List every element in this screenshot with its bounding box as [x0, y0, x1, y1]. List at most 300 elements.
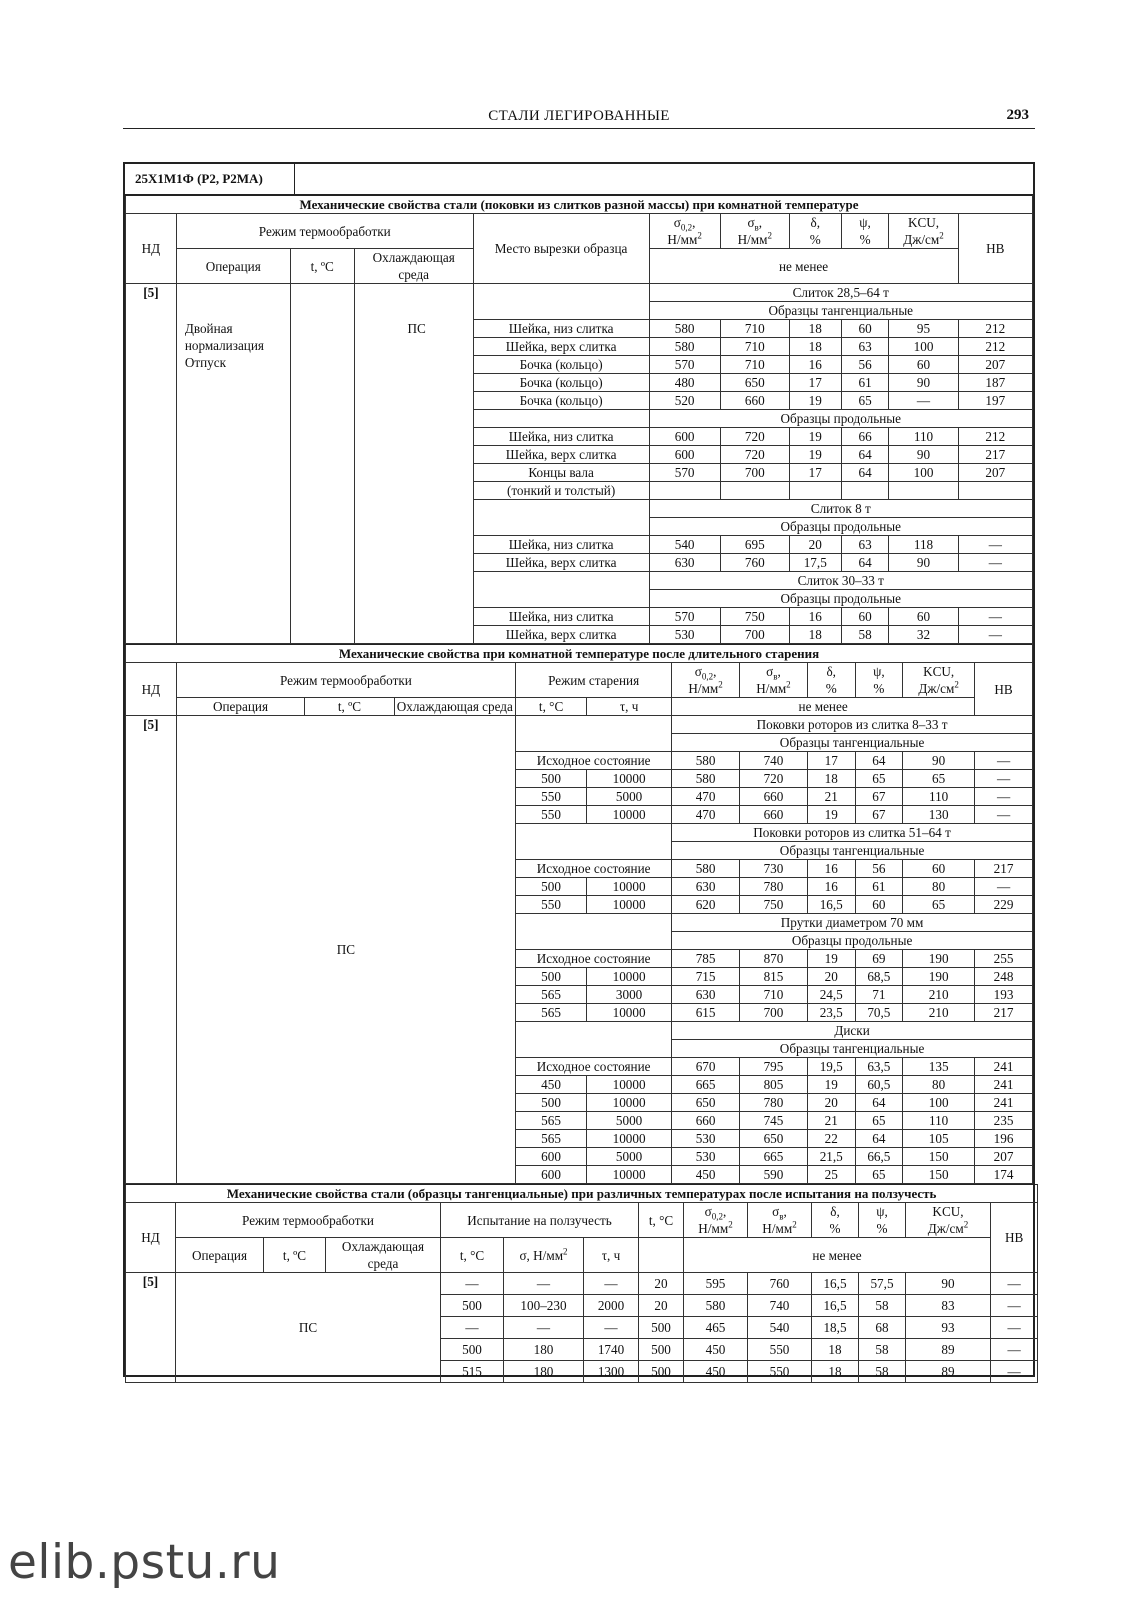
property-value: 67 [855, 806, 903, 824]
cutout-location: Бочка (кольцо) [473, 392, 649, 410]
property-value: 450 [672, 1166, 740, 1184]
property-value: 17 [789, 464, 841, 482]
ingot-title: Слиток 8 т [649, 500, 1032, 518]
property-value: 17,5 [789, 554, 841, 572]
property-value: 71 [855, 986, 903, 1004]
property-value: 100 [889, 338, 958, 356]
property-value: 740 [748, 1295, 812, 1317]
property-value: 580 [649, 320, 720, 338]
aging-temp: 600 [516, 1166, 587, 1184]
property-value: 190 [903, 950, 975, 968]
kcu-header: KCU, $Дж/см^2$ [889, 214, 958, 249]
creep-temp-header: t, °С [441, 1238, 504, 1273]
property-value: 16 [789, 356, 841, 374]
section-2-table [125, 644, 1033, 1184]
property-value: 60 [855, 896, 903, 914]
nd-header: НД [126, 1203, 176, 1273]
property-value: 19,5 [807, 1058, 855, 1076]
steel-grade: 25Х1М1Ф (Р2, Р2МА) [125, 164, 295, 194]
creep-value: 180 [504, 1361, 584, 1383]
property-value: 65 [855, 1112, 903, 1130]
creep-value: — [584, 1273, 639, 1295]
property-value: 550 [748, 1361, 812, 1383]
property-value: 90 [906, 1273, 991, 1295]
property-value: 212 [958, 320, 1032, 338]
ingot-title: Слиток 30–33 т [649, 572, 1032, 590]
cutout-location: Бочка (кольцо) [473, 356, 649, 374]
property-value: 16,5 [812, 1295, 859, 1317]
property-value: 110 [903, 788, 975, 806]
property-value: 570 [649, 608, 720, 626]
property-value: 620 [672, 896, 740, 914]
aging-time: 3000 [587, 986, 672, 1004]
property-value: — [975, 806, 1033, 824]
aging-time: 10000 [587, 1004, 672, 1022]
property-value: 58 [859, 1339, 906, 1361]
cutout-location: Бочка (кольцо) [473, 374, 649, 392]
creep-value: — [504, 1273, 584, 1295]
property-value: 470 [672, 806, 740, 824]
creep-time-header: τ, ч [584, 1238, 639, 1273]
property-value: 65 [855, 770, 903, 788]
aging-spacer [516, 1022, 672, 1058]
property-value: 700 [740, 1004, 808, 1022]
aging-time: 5000 [587, 788, 672, 806]
property-value: 540 [748, 1317, 812, 1339]
property-value: 670 [672, 1058, 740, 1076]
group-title: Поковки роторов из слитка 8–33 т [672, 716, 1033, 734]
property-value: 665 [740, 1148, 808, 1166]
property-value: 217 [958, 446, 1032, 464]
property-value: 18 [789, 626, 841, 644]
tensile-header: $\sigma_в$, $Н/мм^2$ [740, 663, 808, 698]
aging-temp: 500 [516, 968, 587, 986]
property-value: — [975, 752, 1033, 770]
min-label: не менее [672, 698, 975, 716]
aging-state: Исходное состояние [516, 860, 672, 878]
property-value: 196 [975, 1130, 1033, 1148]
aging-temp: 565 [516, 1004, 587, 1022]
operation-header: Операция [176, 698, 305, 716]
property-value: 89 [906, 1339, 991, 1361]
creep-value: 1740 [584, 1339, 639, 1361]
property-value: 64 [855, 1094, 903, 1112]
aging-mode-header: Режим старения [516, 663, 672, 698]
property-value: 63,5 [855, 1058, 903, 1076]
property-value: 600 [649, 428, 720, 446]
running-title: СТАЛИ ЛЕГИРОВАННЫЕ [488, 108, 670, 124]
property-value: 187 [958, 374, 1032, 392]
property-value: 20 [807, 1094, 855, 1112]
property-value: 60 [841, 320, 889, 338]
cooling-header: Охлаждающая среда [354, 249, 473, 284]
creep-stress-header: σ, $Н/мм^2$ [504, 1238, 584, 1273]
property-value: 530 [672, 1148, 740, 1166]
property-value: 695 [720, 536, 789, 554]
property-value: 90 [889, 374, 958, 392]
cutout-spacer [473, 410, 649, 428]
property-value: 207 [975, 1148, 1033, 1166]
property-value: 118 [889, 536, 958, 554]
property-value: 19 [807, 1076, 855, 1094]
property-value: 19 [807, 950, 855, 968]
cooling-cell: ПС [354, 284, 473, 644]
property-value: 174 [975, 1166, 1033, 1184]
cutout-location: Шейка, низ слитка [473, 320, 649, 338]
aging-time: 10000 [587, 878, 672, 896]
property-value: 32 [889, 626, 958, 644]
property-value: 23,5 [807, 1004, 855, 1022]
aging-spacer [516, 914, 672, 950]
property-value: 95 [889, 320, 958, 338]
property-value: 785 [672, 950, 740, 968]
property-value: — [991, 1339, 1038, 1361]
property-value: 69 [855, 950, 903, 968]
cutout-location: Шейка, верх слитка [473, 338, 649, 356]
property-value: 16 [807, 878, 855, 896]
aging-state: Исходное состояние [516, 950, 672, 968]
property-value: 21 [807, 788, 855, 806]
property-value: 465 [684, 1317, 748, 1339]
property-value: 730 [740, 860, 808, 878]
property-value: 870 [740, 950, 808, 968]
property-value: 60 [841, 608, 889, 626]
cutout-spacer [473, 284, 649, 320]
section-3-table [125, 1184, 1038, 1383]
aging-time: 10000 [587, 896, 672, 914]
cooling-header: Охлаждающая среда [326, 1238, 441, 1273]
yield-header: $\sigma_{0,2}$, $Н/мм^2$ [684, 1203, 748, 1238]
property-value: 130 [903, 806, 975, 824]
aging-spacer [516, 824, 672, 860]
property-value: 58 [841, 626, 889, 644]
property-value: 650 [672, 1094, 740, 1112]
temp-cell [290, 284, 354, 644]
property-value: 530 [672, 1130, 740, 1148]
property-value: 20 [639, 1273, 684, 1295]
property-value: 550 [748, 1339, 812, 1361]
property-value: 56 [855, 860, 903, 878]
aging-state: Исходное состояние [516, 1058, 672, 1076]
property-value: 58 [859, 1295, 906, 1317]
property-value: 64 [855, 752, 903, 770]
cutout-location: Концы вала [473, 464, 649, 482]
reduction-header: ψ, % [841, 214, 889, 249]
nd-header: НД [126, 663, 177, 716]
steel-data-frame [123, 162, 1035, 1377]
property-value: 65 [903, 896, 975, 914]
property-value: 241 [975, 1094, 1033, 1112]
property-value: 16 [807, 860, 855, 878]
property-value: 110 [903, 1112, 975, 1130]
property-value: 80 [903, 1076, 975, 1094]
property-value: 16 [789, 608, 841, 626]
property-value: 68,5 [855, 968, 903, 986]
property-value: 212 [958, 428, 1032, 446]
specimen-type: Образцы тангенциальные [672, 1040, 1033, 1058]
property-value: 90 [903, 752, 975, 770]
property-value: 760 [748, 1273, 812, 1295]
property-value: 580 [649, 338, 720, 356]
property-value: 21 [807, 1112, 855, 1130]
property-value [789, 482, 841, 500]
property-value: 100 [903, 1094, 975, 1112]
property-value: 740 [740, 752, 808, 770]
property-value: 64 [841, 446, 889, 464]
property-value: 540 [649, 536, 720, 554]
property-value: — [958, 626, 1032, 644]
property-value: 80 [903, 878, 975, 896]
creep-value: 180 [504, 1339, 584, 1361]
grade-bar [125, 164, 1033, 195]
heat-treatment-cell: ПС [176, 1273, 441, 1383]
cutout-location: Шейка, низ слитка [473, 536, 649, 554]
property-value: 650 [740, 1130, 808, 1148]
property-value: 210 [903, 986, 975, 1004]
property-value: 19 [789, 392, 841, 410]
property-value: 590 [740, 1166, 808, 1184]
property-value: 17 [807, 752, 855, 770]
property-value: 17 [789, 374, 841, 392]
property-value: 700 [720, 464, 789, 482]
aging-time: 10000 [587, 1094, 672, 1112]
property-value: 56 [841, 356, 889, 374]
property-value: 520 [649, 392, 720, 410]
group-title: Прутки диаметром 70 мм [672, 914, 1033, 932]
property-value: 110 [889, 428, 958, 446]
property-value: 660 [740, 788, 808, 806]
cutout-location: (тонкий и толстый) [473, 482, 649, 500]
property-value: 255 [975, 950, 1033, 968]
specimen-type: Образцы тангенциальные [649, 302, 1032, 320]
property-value: 63 [841, 536, 889, 554]
specimen-type: Образцы продольные [649, 590, 1032, 608]
property-value: 63 [841, 338, 889, 356]
property-value: 650 [720, 374, 789, 392]
elongation-header: δ, % [807, 663, 855, 698]
property-value: — [991, 1361, 1038, 1383]
property-value: 700 [720, 626, 789, 644]
operation-header: Операция [176, 249, 290, 284]
property-value: 217 [975, 1004, 1033, 1022]
property-value: — [958, 554, 1032, 572]
property-value: 64 [841, 464, 889, 482]
operation-cell: Двойная нормализация Отпуск [176, 284, 290, 644]
yield-header: $\sigma_{0,2}$, $Н/мм^2$ [672, 663, 740, 698]
property-value: 750 [720, 608, 789, 626]
property-value: 16,5 [807, 896, 855, 914]
property-value: 19 [789, 428, 841, 446]
property-value: 660 [740, 806, 808, 824]
property-value: 600 [649, 446, 720, 464]
property-value: 83 [906, 1295, 991, 1317]
group-title: Поковки роторов из слитка 51–64 т [672, 824, 1033, 842]
property-value: 570 [649, 464, 720, 482]
property-value: 89 [906, 1361, 991, 1383]
property-value: 580 [672, 752, 740, 770]
property-value: 780 [740, 878, 808, 896]
aging-temp: 550 [516, 896, 587, 914]
property-value: 16,5 [812, 1273, 859, 1295]
creep-value: — [441, 1317, 504, 1339]
creep-value: 500 [441, 1295, 504, 1317]
min-label: не менее [649, 249, 958, 284]
property-value: 630 [672, 878, 740, 896]
property-value: 93 [906, 1317, 991, 1339]
property-value: 66 [841, 428, 889, 446]
property-value: 18 [812, 1339, 859, 1361]
property-value: 100 [889, 464, 958, 482]
kcu-header: KCU, $Дж/см^2$ [903, 663, 975, 698]
hb-header: НВ [991, 1203, 1038, 1273]
property-value: 68 [859, 1317, 906, 1339]
aging-time: 10000 [587, 1076, 672, 1094]
hb-header: НВ [958, 214, 1032, 284]
property-value: 150 [903, 1148, 975, 1166]
reduction-header: ψ, % [855, 663, 903, 698]
aging-temp: 550 [516, 788, 587, 806]
property-value: 58 [859, 1361, 906, 1383]
property-value: 67 [855, 788, 903, 806]
property-value: 135 [903, 1058, 975, 1076]
property-value: — [991, 1317, 1038, 1339]
property-value: 630 [649, 554, 720, 572]
property-value: 615 [672, 1004, 740, 1022]
nd-header: НД [126, 214, 177, 284]
property-value: 710 [720, 320, 789, 338]
property-value: 65 [855, 1166, 903, 1184]
elongation-header: δ, % [812, 1203, 859, 1238]
cutout-location: Шейка, низ слитка [473, 608, 649, 626]
aging-temp: 500 [516, 878, 587, 896]
property-value: 18 [807, 770, 855, 788]
specimen-type: Образцы тангенциальные [672, 734, 1033, 752]
property-value: 19 [807, 806, 855, 824]
property-value: 66,5 [855, 1148, 903, 1166]
property-value: 241 [975, 1076, 1033, 1094]
property-value: 210 [903, 1004, 975, 1022]
property-value: 720 [740, 770, 808, 788]
property-value: 248 [975, 968, 1033, 986]
property-value: — [975, 788, 1033, 806]
creep-value: 500 [441, 1339, 504, 1361]
property-value: — [958, 608, 1032, 626]
property-value: 105 [903, 1130, 975, 1148]
property-value [841, 482, 889, 500]
property-value [958, 482, 1032, 500]
property-value: 212 [958, 338, 1032, 356]
aging-temp: 600 [516, 1148, 587, 1166]
aging-time: 5000 [587, 1112, 672, 1130]
property-value: 65 [841, 392, 889, 410]
aging-time: 10000 [587, 770, 672, 788]
specimen-type: Образцы тангенциальные [672, 842, 1033, 860]
property-value: — [991, 1273, 1038, 1295]
heat-treatment-header: Режим термообработки [176, 663, 515, 698]
property-value [889, 482, 958, 500]
aging-temp: 550 [516, 806, 587, 824]
aging-time: 10000 [587, 1166, 672, 1184]
specimen-type: Образцы продольные [672, 932, 1033, 950]
property-value: 710 [720, 356, 789, 374]
creep-value: 2000 [584, 1295, 639, 1317]
property-value: 595 [684, 1273, 748, 1295]
ingot-title: Слиток 28,5–64 т [649, 284, 1032, 302]
creep-value: — [584, 1317, 639, 1339]
temp-header: t, ºС [264, 1238, 326, 1273]
property-value: 18 [789, 338, 841, 356]
aging-spacer [516, 716, 672, 752]
aging-temp: 565 [516, 1112, 587, 1130]
heat-treatment-cell: ПС [176, 716, 515, 1184]
aging-time: 5000 [587, 1148, 672, 1166]
property-value: 18 [812, 1361, 859, 1383]
cutout-spacer [473, 500, 649, 536]
aging-temp-header: t, °С [516, 698, 587, 716]
watermark: elib.pstu.ru [8, 1535, 281, 1590]
property-value: 500 [639, 1339, 684, 1361]
nd-reference: [5] [126, 1273, 176, 1383]
property-value: 18,5 [812, 1317, 859, 1339]
property-value: 193 [975, 986, 1033, 1004]
property-value: 90 [889, 554, 958, 572]
property-value: 720 [720, 428, 789, 446]
aging-time: 10000 [587, 968, 672, 986]
cutout-location: Шейка, верх слитка [473, 626, 649, 644]
elongation-header: δ, % [789, 214, 841, 249]
temp-header: t, ºС [305, 698, 394, 716]
property-value: 241 [975, 1058, 1033, 1076]
nd-reference: [5] [126, 716, 177, 1184]
property-value [649, 482, 720, 500]
creep-value: 100–230 [504, 1295, 584, 1317]
property-value: 217 [975, 860, 1033, 878]
creep-value: 1300 [584, 1361, 639, 1383]
property-value: 61 [841, 374, 889, 392]
property-value: 60,5 [855, 1076, 903, 1094]
section-3-heading: Механические свойства стали (образцы тангенциальные) при различных температурах после испытания на ползучесть [126, 1185, 1038, 1203]
property-value: 57,5 [859, 1273, 906, 1295]
creep-value: 515 [441, 1361, 504, 1383]
page-number: 293 [1006, 107, 1029, 123]
property-value: 207 [958, 356, 1032, 374]
cutout-header: Место вырезки образца [473, 214, 649, 284]
aging-temp: 500 [516, 1094, 587, 1112]
section-1-heading: Механические свойства стали (поковки из слитков разной массы) при комнатной температуре [126, 196, 1033, 214]
creep-value: — [504, 1317, 584, 1339]
property-value: 760 [720, 554, 789, 572]
property-value: 61 [855, 878, 903, 896]
property-value: 450 [684, 1361, 748, 1383]
property-value: 207 [958, 464, 1032, 482]
nd-reference: [5] [126, 284, 177, 644]
cooling-header: Охлаждающая среда [394, 698, 516, 716]
aging-time: 10000 [587, 1130, 672, 1148]
property-value: — [975, 770, 1033, 788]
property-value: 65 [903, 770, 975, 788]
specimen-type: Образцы продольные [649, 518, 1032, 536]
property-value: 500 [639, 1317, 684, 1339]
aging-temp: 450 [516, 1076, 587, 1094]
property-value: 805 [740, 1076, 808, 1094]
property-value: 20 [807, 968, 855, 986]
property-value: 660 [672, 1112, 740, 1130]
operation-header: Операция [176, 1238, 264, 1273]
cutout-spacer [473, 572, 649, 608]
property-value: 580 [672, 860, 740, 878]
property-value: — [889, 392, 958, 410]
property-value: 64 [855, 1130, 903, 1148]
